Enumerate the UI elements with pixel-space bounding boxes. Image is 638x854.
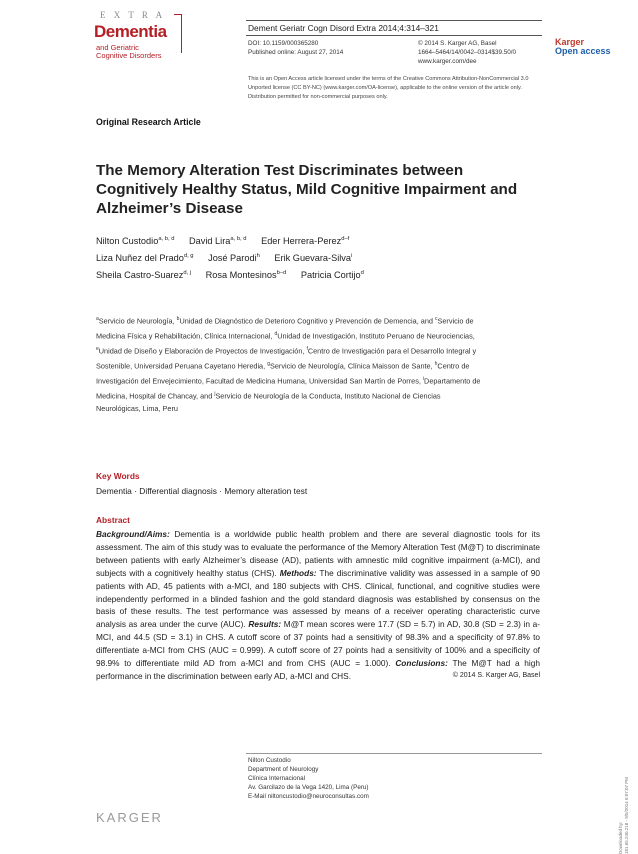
article-title: The Memory Alteration Test Discriminates between Cognitively Healthy Status, Mild Cognitive Impairment and Alzheimer’s Disease (96, 162, 518, 217)
license-statement: This is an Open Access article licensed under the terms of the Creative Commons Attribution-NonCommercial 3.0 Unported license (CC BY-NC) (www.karger.com/OA-license), applicable to the online version of the article only. Distribution permitted for non-commercial purposes only. (248, 76, 529, 100)
correspondence-rule (246, 753, 542, 754)
author-sup: d (360, 270, 364, 276)
journal-logo-subtitle (96, 44, 161, 60)
author-sup: d, j (183, 270, 192, 276)
journal-logo-name: Dementia (94, 22, 167, 41)
affil-text: Centro de Investigación para el Desarrollo Integral y Sostenible, Universidad Peruana Cayetano Heredia, (96, 346, 477, 371)
journal-website[interactable]: www.karger.com/dee (418, 58, 477, 65)
author-sup: h (256, 253, 260, 259)
affil-text: Servicio de Neurología de la Conducta, Instituto Nacional de Ciencias Neurológicas, Lima, Peru (96, 391, 441, 414)
corr-dept: Department of Neurology (248, 766, 319, 773)
author: Erik Guevara-Silva (274, 253, 352, 264)
abstract-copyright: © 2014 S. Karger AG, Basel (452, 671, 540, 679)
author-sup: d–f (341, 236, 350, 242)
affil-sup: j (214, 391, 216, 398)
affil-text: Servicio de Medicina Física y Rehabilitación, Clínica Internacional, (96, 316, 474, 341)
affil-sup: f (306, 346, 308, 353)
karger-open-access-logo (555, 38, 611, 56)
affil-text: Unidad de Diseño y Elaboración de Proyectos de Investigación, (98, 346, 307, 356)
author: Liza Nuñez del Prado (96, 253, 184, 264)
abstract-results: M@T mean scores were 17.7 (SD = 5.7) in AD, 30.8 (SD = 2.3) in a-MCI, and 44.5 (SD = 3.1) in CHS. A cutoff score of 37 points had a sensitivity of 98.3% and a specificity of 97.8% to differentiate a-MCI from CHS (AUC = 0.999). A cutoff score of 27 points had a sensitivity of 100% and a specificity of 98.9% to differentiate mild AD from a-MCI and from CHS (AUC = 1.000). (96, 619, 540, 669)
abstract-conclusions: The M@T had a high performance in the discrimination between early AD, a-MCI and CHS. (96, 658, 540, 681)
corr-email[interactable]: E-Mail niltoncustodio@neuroconsultas.com (248, 793, 369, 800)
abstract-methods: The discriminative validity was assessed in a sample of 90 patients with AD, 45 patients with a-MCI, and 180 subjects with CHS. Clinical, functional, and cognitive studies were independently performed in a blinded fashion and the gold standard diagnosis was established by consensus on the basis of these results. The test performance was assessed by means of a receiver operating characteristic curve analysis as area under the curve (AUC). (96, 567, 540, 630)
copyright: © 2014 S. Karger AG, Basel (418, 40, 497, 47)
journal-logo-frame (174, 14, 182, 53)
affil-text: Servicio de Neurología, Clínica Maisson de Sante, (269, 361, 435, 371)
affil-sup: e (96, 346, 99, 353)
abstract-label-methods: Methods: (279, 567, 317, 578)
header-rule-top (246, 20, 542, 21)
affil-sup: b (176, 316, 180, 322)
author: Rosa Montesinos (205, 270, 277, 281)
abstract-background: Dementia is a worldwide public health problem and there are several diagnostic tools for its assessment. The aim of this study was to evaluate the performance of the Memory Alteration Test (M@T) to discriminate between patients with early Alzheimer’s disease (AD), patients with amnestic mild cognitive impairment (a-MCI), and subjects with a cognitively healthy status (CHS). (96, 529, 540, 578)
author-line-3 (96, 270, 364, 280)
abstract-label-conclusions: Conclusions: (395, 658, 448, 669)
author-line-2 (96, 253, 352, 263)
author: Eder Herrera-Perez (261, 236, 342, 247)
abstract-heading: Abstract (96, 515, 130, 525)
author-sup: a, b, d (158, 236, 175, 242)
affil-text: Unidad de Diagnóstico de Deterioro Cognitivo y Prevención de Demencia, and (179, 316, 435, 326)
abstract-body (96, 528, 540, 683)
corr-name: Nilton Custodio (248, 757, 291, 764)
affiliations (96, 313, 486, 416)
affil-sup: g (267, 361, 270, 368)
affil-sup: h (434, 361, 438, 368)
correspondence-block (248, 756, 369, 801)
affil-sup: c (435, 316, 438, 322)
karger-footer-logo: KARGER (96, 810, 163, 825)
author: José Parodi (208, 253, 257, 264)
keywords: Dementia · Differential diagnosis · Memory alteration test (96, 486, 308, 496)
affil-text: Servicio de Neurología, (98, 316, 177, 326)
affil-sup: i (422, 376, 425, 383)
header-rule-mid (246, 35, 542, 36)
author-sup: i (351, 253, 353, 259)
article-type: Original Research Article (96, 117, 201, 127)
affil-text: Centro de Investigación del Envejecimiento, Facultad de Medicina Humana, Universidad San Martín de Porres, (96, 361, 470, 386)
affil-text: Departamento de Medicina, Hospital de Chancay, and (96, 376, 481, 401)
download-stamp-line2: 181.65.240.218 - 9/5/2014 6:07:07 PM (624, 776, 629, 854)
affil-sup: a (96, 316, 99, 322)
author-line-1 (96, 236, 349, 246)
karger-oa-line2: Open access (555, 46, 611, 56)
author-sup: a, b, d (230, 236, 247, 242)
author: Nilton Custodio (96, 236, 159, 247)
journal-logo-extra: E X T R A (100, 10, 166, 20)
author: Patricia Cortijo (300, 270, 361, 281)
header-left-block (248, 39, 343, 57)
author: David Lira (189, 236, 231, 247)
corr-inst: Clínica Internacional (248, 775, 306, 782)
published-date: Published online: August 27, 2014 (248, 49, 344, 56)
abstract-label-background: Background/Aims: (96, 529, 170, 539)
journal-reference: Dement Geriatr Cogn Disord Extra 2014;4:314–321 (248, 23, 439, 33)
download-stamp-line1: Downloaded by: (618, 821, 623, 854)
journal-logo-sub2: Cognitive Disorders (96, 51, 162, 60)
author: Sheila Castro-Suarez (96, 270, 184, 281)
journal-logo-sub1: and Geriatric (96, 43, 139, 52)
author-sup: b–d (276, 270, 287, 276)
issn: 1664–5464/14/0042–0314$39.50/0 (418, 49, 517, 56)
keywords-heading: Key Words (96, 471, 140, 481)
doi: DOI: 10.1159/000365280 (248, 40, 319, 47)
karger-oa-line1: Karger (555, 37, 585, 47)
affil-text: Unidad de Investigación, Instituto Peruano de Neurociencias, (277, 331, 475, 341)
author-sup: d, g (183, 253, 194, 259)
header-right-block (418, 39, 516, 66)
abstract-label-results: Results: (248, 619, 282, 630)
affil-sup: d (274, 331, 278, 338)
corr-address: Av. Garcilazo de la Vega 1420, Lima (Peru) (248, 784, 369, 791)
download-stamp (618, 777, 630, 854)
